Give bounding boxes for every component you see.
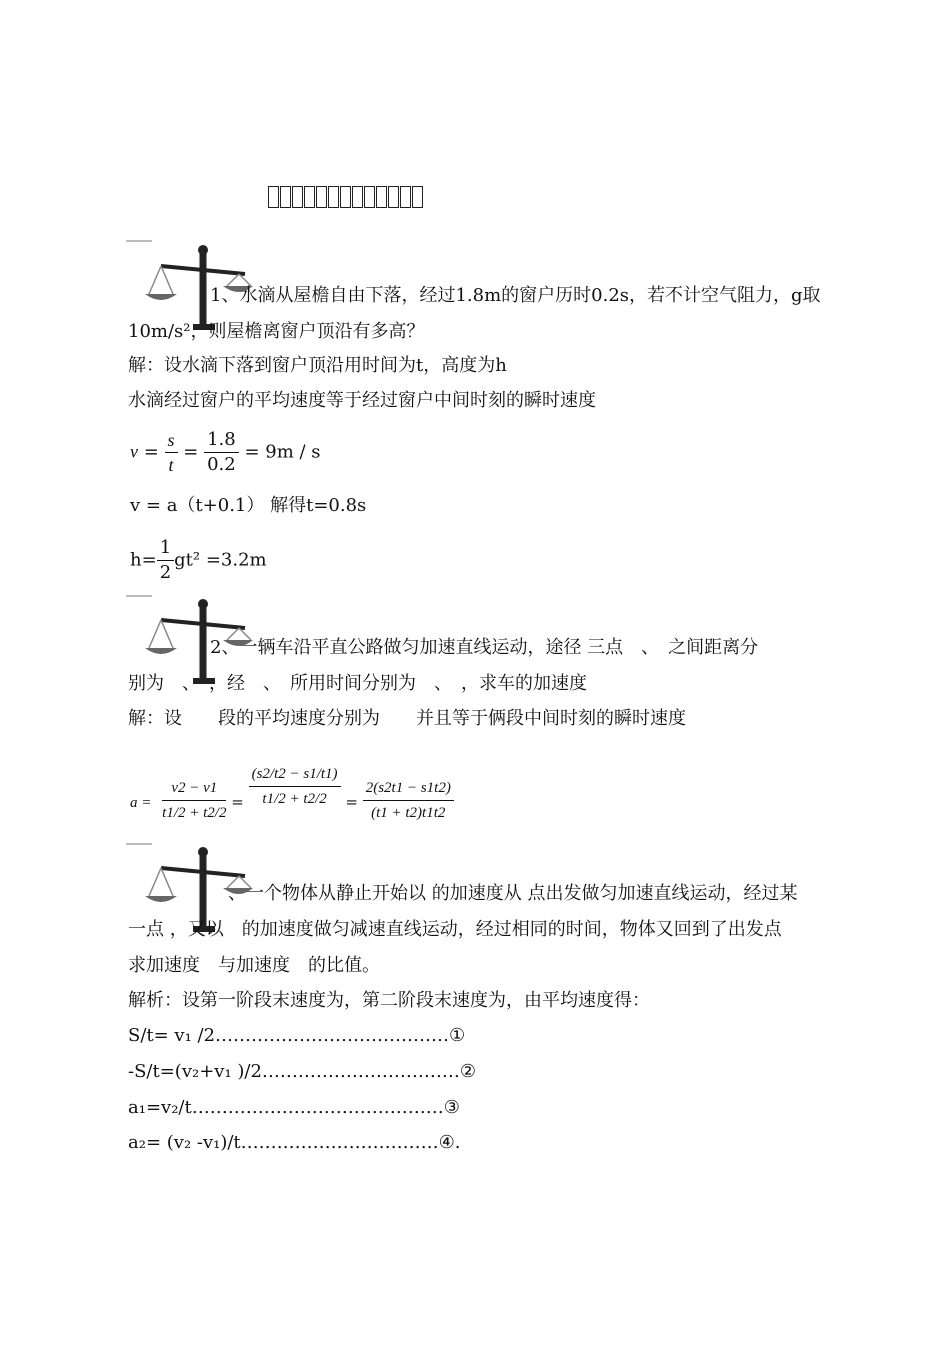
problem3-line1: 、一个物体从静止开始以 的加速度从 点出发做匀加速直线运动，经过某 (228, 883, 798, 904)
problem2-line1: 2、一辆车沿平直公路做匀加速直线运动，途径 三点 、 之间距离分 (210, 637, 759, 658)
problem2-equation: a = $\frac{v2 - v1}{t1/2 + t2/2}$ = $\frac{(s2/t2 - s1/t1)}{t1/2 + t2/2}$ = $\frac{2(s2t1 - s1t2)}{(t1 + t2)t1t2}$ (130, 748, 454, 797)
eq1-fraction-st: $\frac{s}{t}$ (165, 428, 178, 477)
divider-dash (126, 595, 152, 597)
problem1-line2: 10m/s²，则屋檐离窗户顶沿有多高？ (128, 321, 425, 342)
problem1-equation2: v = a（t+0.1） 解得t=0.8s (130, 495, 367, 516)
eq1-result: = 9m / s (244, 441, 321, 463)
problem3-line3: 求加速度 与加速度 的比值。 (128, 955, 380, 976)
problem2-line2: 别为 、 ，经 、 所用时间分别为 、 ，求车的加速度 (128, 673, 587, 694)
problem1-line1: 1、水滴从屋檐自由下落，经过1.8m的窗户历时0.2s，若不计空气阻力，g取 (210, 285, 821, 306)
page-title (262, 186, 424, 208)
divider-dash (126, 843, 152, 845)
problem3-equation1: S/t= v₁ /2…………………………………① (128, 1025, 466, 1046)
problem1-equation3: h= $\frac{1}{2}$ gt² =3.2m (130, 537, 267, 583)
problem2-solution-line1: 解：设 段的平均速度分别为 并且等于俩段中间时刻的瞬时速度 (128, 708, 686, 729)
problem3-solution-line1: 解析：设第一阶段末速度为，第二阶段末速度为，由平均速度得： (128, 990, 650, 1011)
problem3-line2: 一点 ，又以 的加速度做匀减速直线运动，经过相同的时间，物体又回到了出发点 (128, 919, 782, 940)
problem1-solution-line2: 水滴经过窗户的平均速度等于经过窗户中间时刻的瞬时速度 (128, 390, 596, 411)
problem3-equation4: a₂= (v₂ -v₁)/t……………………………④. (128, 1132, 461, 1153)
problem1-solution-line1: 解：设水滴下落到窗户顶沿用时间为t，高度为h (128, 355, 507, 376)
problem3-equation2: -S/t=(v₂+v₁ )/2……………………………② (128, 1061, 477, 1082)
eq1-fraction-values: $\frac{1.8}{0.2}$ (204, 428, 239, 477)
divider-dash (126, 240, 152, 242)
problem1-equation1: v = $\frac{s}{t}$ = $\frac{1.8}{0.2}$ = 9m / s (130, 429, 321, 475)
eq1-v: v (130, 441, 138, 462)
problem3-equation3: a₁=v₂/t……………………………………③ (128, 1097, 460, 1118)
